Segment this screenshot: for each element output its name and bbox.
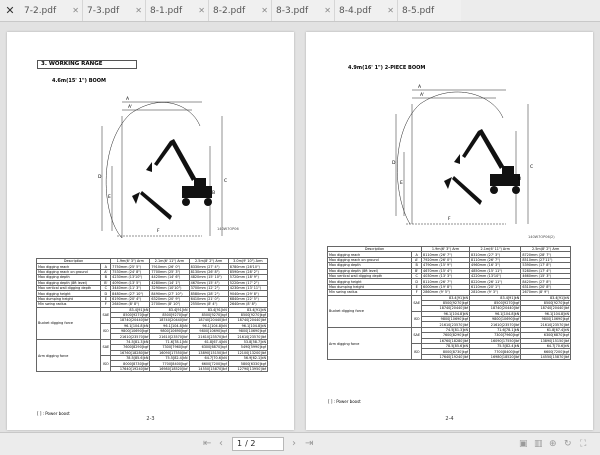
tab-label: 7-3.pdf <box>87 5 120 16</box>
row-letter: A <box>101 264 111 269</box>
table-row <box>37 280 268 285</box>
table-cell: 7300[7960]kgf <box>150 345 189 350</box>
svg-text:E: E <box>400 181 403 186</box>
table-cell: 6000mm (19' 8") <box>422 284 470 289</box>
page-number: 2-4 <box>445 416 454 422</box>
table-cell: 16090[17550]lbf <box>150 350 189 355</box>
standard-label: SAE <box>412 295 422 311</box>
power-boost-note: [ ] : Power boost <box>37 411 70 416</box>
document-viewer[interactable] <box>0 22 600 432</box>
spec-table <box>36 258 268 372</box>
table-cell: 16980[18520]lbf <box>470 354 521 359</box>
row-letter: A' <box>412 257 422 262</box>
fullscreen-icon[interactable]: ⛶ <box>580 439 587 449</box>
table-cell: 21610[23570]lbf <box>189 334 228 339</box>
table-cell: 4820mm (15' 10") <box>189 275 228 280</box>
force-label: Bucket digging force <box>328 295 412 327</box>
table-cell: 4280mm (14' 1") <box>150 280 189 285</box>
table-cell: 8500[9270]kgf <box>111 312 150 317</box>
table-cell: 8000[8730]kgf <box>422 349 470 354</box>
row-letter: D <box>101 291 111 296</box>
row-label: Max vertical wall digging depth <box>328 273 412 278</box>
table-cell: 4960mm (16' 3") <box>470 263 521 268</box>
table-row <box>37 269 268 274</box>
tab-close-icon[interactable]: ✕ <box>324 6 331 15</box>
standard-label: SAE <box>101 339 111 355</box>
table-cell: 4230mm (13'10") <box>111 275 150 280</box>
row-letter: A <box>412 252 422 257</box>
table-cell: 9800[10690]kgf <box>470 317 521 322</box>
table-cell: 6600[7200]kgf <box>521 349 571 354</box>
table-cell: 8500[9270]kgf <box>470 300 521 305</box>
row-label: Max dumping height <box>328 284 412 289</box>
tab-8-1[interactable] <box>146 0 209 21</box>
table-cell: 8510mm (27'11") <box>521 257 571 262</box>
row-label: Max vertical wall digging depth <box>37 285 101 290</box>
table-cell: 4230mm (13' 11") <box>228 285 267 290</box>
table-cell: 8330mm (27' 4") <box>189 264 228 269</box>
figure-code: 140W7OP06(2) <box>528 235 555 239</box>
svg-text:E: E <box>108 195 111 200</box>
table-cell: 2860mm (9' 5") <box>422 290 470 295</box>
table-cell: 16090[17550]lbf <box>470 338 521 343</box>
row-letter: D <box>412 279 422 284</box>
table-cell: 21610[23570]lbf <box>470 322 521 327</box>
table-cell: 8590mm (28' 2") <box>228 269 267 274</box>
row-label: Min swing radius <box>328 290 412 295</box>
row-label: Max digging height <box>37 291 101 296</box>
column-header: Description <box>37 259 111 264</box>
fit-page-icon[interactable]: ▣ <box>519 439 528 449</box>
force-label: Bucket digging force <box>37 307 101 339</box>
row-label: Max digging depth (8ft level) <box>328 268 412 273</box>
table-cell: 6600[7200]kgf <box>189 361 228 366</box>
table-cell: 9040mm (29' 8") <box>228 291 267 296</box>
table-cell: 9800[10690]kgf <box>111 329 150 334</box>
power-boost-note: [ ] : Power boost <box>328 399 361 404</box>
table-cell: 6190mm (20' 4") <box>111 296 150 301</box>
row-letter: E <box>412 284 422 289</box>
table-cell: 7750mm (25' 5") <box>111 264 150 269</box>
table-cell: 16760[18280]lbf <box>111 350 150 355</box>
row-label: Min swing radius <box>37 302 101 307</box>
table-cell: 3440mm (11' 3") <box>111 285 150 290</box>
table-cell: 8780mm (28'10") <box>228 264 267 269</box>
pdf-page-right <box>306 32 593 430</box>
table-cell: 2640mm (8' 8") <box>228 302 267 307</box>
row-letter: E <box>101 296 111 301</box>
svg-text:D: D <box>98 175 102 180</box>
tab-7-3[interactable] <box>83 0 146 21</box>
table-cell: 13890[15150]lbf <box>521 338 571 343</box>
table-cell: 8580mm (28' 2") <box>189 291 228 296</box>
table-cell: 4220mm (13'10") <box>470 273 521 278</box>
table-cell: 6300[6870]kgf <box>189 345 228 350</box>
column-header: 3.0m(9' 10") Arm <box>228 259 267 264</box>
row-letter: F <box>412 290 422 295</box>
table-cell: 7700[8400]kgf <box>470 349 521 354</box>
table-cell: 4420mm (14' 6") <box>150 275 189 280</box>
table-cell: 21610[23570]lbf <box>150 334 189 339</box>
table-cell: 9800[10690]kgf <box>150 329 189 334</box>
column-header: 1.9m(6' 3") Arm <box>422 247 470 252</box>
row-label: Max digging reach on ground <box>328 257 412 262</box>
table-cell: 7600[8290]kgf <box>422 333 470 338</box>
row-letter: C <box>101 285 111 290</box>
table-cell: 96.1[104.8]kN <box>189 323 228 328</box>
table-cell: 6320mm (20' 9") <box>150 296 189 301</box>
table-cell: 53.8[58.7]kN <box>228 339 267 344</box>
close-icon[interactable]: ✕ <box>5 4 15 17</box>
table-cell: 71.6[78.1]kN <box>470 327 521 332</box>
tab-close-icon[interactable]: ✕ <box>387 6 394 15</box>
row-label: Max digging height <box>328 279 412 284</box>
page-number-input[interactable] <box>232 437 284 451</box>
row-label: Max digging reach on ground <box>37 269 101 274</box>
standard-label: ISO <box>412 311 422 327</box>
row-label: Max digging reach <box>328 252 412 257</box>
tab-8-4[interactable] <box>335 0 398 21</box>
table-cell: 3290mm (10'10") <box>150 285 189 290</box>
svg-text:A': A' <box>128 105 133 110</box>
table-cell: 9800[10690]kgf <box>189 329 228 334</box>
boom-title: 4.6m(15' 1") BOOM <box>52 78 106 84</box>
row-letter: B' <box>101 280 111 285</box>
table-cell: 14550[15870]lbf <box>189 366 228 371</box>
table-cell: 78.5[85.6]kN <box>111 356 150 361</box>
row-label: Max digging depth (8ft level) <box>37 280 101 285</box>
table-cell: 96.1[104.8]kN <box>228 323 267 328</box>
tab-bar <box>0 0 600 22</box>
tab-8-3[interactable] <box>272 0 335 21</box>
table-cell: 96.1[104.8]kN <box>150 323 189 328</box>
table-cell: 4030mm (13' 3") <box>422 273 470 278</box>
table-cell: 8000[8730]kgf <box>111 361 150 366</box>
table-cell: 18740[20440]lbf <box>470 306 521 311</box>
rotate-icon[interactable]: ↻ <box>564 439 572 449</box>
row-letter: B' <box>412 268 422 273</box>
table-row <box>328 273 571 278</box>
table-cell: 9800[10690]kgf <box>228 329 267 334</box>
table-cell: 83.4[91]kN <box>150 307 189 312</box>
svg-text:A': A' <box>420 93 425 98</box>
table-cell: 83.4[91]kN <box>189 307 228 312</box>
table-cell: 3700mm (12' 2") <box>189 285 228 290</box>
figure-code: 140W7OP06 <box>217 227 239 231</box>
table-cell: 6310mm (20' 8") <box>521 284 571 289</box>
table-cell: 8720mm (28' 7") <box>521 252 571 257</box>
table-cell: 83.4[91]kN <box>422 295 470 300</box>
table-cell: 61.8[67.4]kN <box>521 327 571 332</box>
table-cell: 6110mm (20' 1") <box>470 284 521 289</box>
table-cell: 21610[23570]lbf <box>228 334 267 339</box>
page-navigation-toolbar <box>0 432 600 455</box>
svg-text:A: A <box>126 97 130 102</box>
table-row <box>37 296 268 301</box>
table-cell: 4660mm (15' 3") <box>521 273 571 278</box>
table-cell: 6300[6870]kgf <box>521 333 571 338</box>
table-row <box>328 284 571 289</box>
standard-label: ISO <box>101 356 111 372</box>
svg-text:D: D <box>392 161 396 166</box>
force-label: Arm digging force <box>37 339 101 371</box>
tab-close-icon[interactable]: ✕ <box>261 6 268 15</box>
table-cell: 7600[8290]kgf <box>111 345 150 350</box>
working-range-diagram <box>378 76 553 231</box>
table-cell: 21610[23570]lbf <box>422 322 470 327</box>
page-total: / 2 <box>245 439 256 448</box>
table-cell: 5720mm (18' 9") <box>228 275 267 280</box>
zoom-icon[interactable]: ⊕ <box>549 439 557 449</box>
table-cell: 17640[19240]lbf <box>111 366 150 371</box>
tab-label: 8-5.pdf <box>402 5 435 16</box>
table-cell: 6840mm (22' 5") <box>228 296 267 301</box>
two-page-icon[interactable]: ▥ <box>534 439 543 449</box>
table-cell: 8500[9270]kgf <box>422 300 470 305</box>
row-label: Max dumping height <box>37 296 101 301</box>
table-cell: 21610[23570]lbf <box>111 334 150 339</box>
table-cell: 12790[13950]lbf <box>228 366 267 371</box>
tab-8-2[interactable] <box>209 0 272 21</box>
prev-page-icon[interactable]: ‹ <box>219 438 223 449</box>
table-cell: 18740[20440]lbf <box>228 318 267 323</box>
tab-close-icon[interactable]: ✕ <box>198 6 205 15</box>
table-cell: 18740[20440]lbf <box>111 318 150 323</box>
tab-8-5[interactable] <box>398 0 461 21</box>
table-cell: 9800[10690]kgf <box>422 317 470 322</box>
table-row <box>37 285 268 290</box>
table-cell: 8110mm (26' 7") <box>470 257 521 262</box>
table-cell: 18740[20440]lbf <box>521 306 571 311</box>
table-cell: 83.4[91]kN <box>111 307 150 312</box>
column-header: 2.1m(6' 11") Arm <box>150 259 189 264</box>
row-letter: C <box>412 273 422 278</box>
tab-label: 8-1.pdf <box>150 5 183 16</box>
last-page-icon[interactable]: ⇥ <box>305 438 314 449</box>
column-header: 2.5m(8' 2") Arm <box>189 259 228 264</box>
page-number: 2-3 <box>146 416 155 422</box>
table-cell: 8500[9270]kgf <box>228 312 267 317</box>
tab-label: 7-2.pdf <box>24 5 57 16</box>
table-cell: 16760[18280]lbf <box>422 338 470 343</box>
table-cell: 74.5[81.3]kN <box>422 327 470 332</box>
row-label: Max digging depth <box>328 263 412 268</box>
table-cell: 74.5[81.3]kN <box>111 339 150 344</box>
svg-text:A: A <box>418 85 422 90</box>
table-cell: 8500[9270]kgf <box>189 312 228 317</box>
table-cell: 7920mm (26' 0") <box>422 257 470 262</box>
table-cell: 2700mm (8' 10") <box>150 302 189 307</box>
standard-label: SAE <box>101 307 111 323</box>
table-cell: 64.7[70.6]kN <box>189 356 228 361</box>
tab-close-icon[interactable]: ✕ <box>72 6 79 15</box>
table-cell: 8480mm (27' 10") <box>111 291 150 296</box>
table-cell: 71.6[78.1]kN <box>150 339 189 344</box>
table-cell: 8110mm (26' 7") <box>422 279 470 284</box>
svg-text:F: F <box>448 217 451 222</box>
spec-table <box>327 246 571 360</box>
row-label: Max digging reach <box>37 264 101 269</box>
column-header: 1.9m(6' 3") Arm <box>111 259 150 264</box>
next-page-icon[interactable]: › <box>292 438 296 449</box>
table-cell: 12100[13200]lbf <box>228 350 267 355</box>
table-cell: 96.1[104.8]kN <box>470 311 521 316</box>
current-page-value: 1 <box>237 439 243 448</box>
table-cell: 14550[15870]lbf <box>521 354 571 359</box>
standard-label: SAE <box>412 327 422 343</box>
table-cell: 8500[9270]kgf <box>150 312 189 317</box>
table-cell: 8310mm (27' 3") <box>470 252 521 257</box>
table-cell: 8130mm (26' 8") <box>189 269 228 274</box>
table-cell: 7530mm (24' 8") <box>111 269 150 274</box>
table-cell: 18740[20440]lbf <box>422 306 470 311</box>
table-cell: 78.5[85.6]kN <box>422 344 470 349</box>
table-cell: 96.1[104.8]kN <box>521 311 571 316</box>
table-row <box>328 257 571 262</box>
tab-close-icon[interactable]: ✕ <box>135 6 142 15</box>
table-cell: 96.1[104.8]kN <box>422 311 470 316</box>
table-cell: 13890[15150]lbf <box>189 350 228 355</box>
table-cell: 8110mm (26' 7") <box>422 252 470 257</box>
svg-text:B: B <box>212 191 216 196</box>
tab-label: 8-4.pdf <box>339 5 372 16</box>
table-cell: 7700[8400]kgf <box>150 361 189 366</box>
table-cell: 2640mm (8' 8") <box>111 302 150 307</box>
svg-text:B: B <box>518 177 522 182</box>
force-label: Arm digging force <box>328 327 412 359</box>
table-cell: 21610[23570]lbf <box>521 322 571 327</box>
row-letter: F <box>101 302 111 307</box>
table-cell: 83.4[91]kN <box>470 295 521 300</box>
standard-label: ISO <box>101 323 111 339</box>
table-cell: 64.7[70.6]kN <box>521 344 571 349</box>
table-cell: 4090mm (13' 5") <box>111 280 150 285</box>
table-cell: 8490mm (27' 10") <box>150 291 189 296</box>
table-cell: 56.9[62.1]kN <box>228 356 267 361</box>
row-letter: B <box>412 263 422 268</box>
section-title: 3. WORKING RANGE <box>37 60 137 69</box>
table-row <box>328 268 571 273</box>
table-cell: 75.5[82.4]kN <box>150 356 189 361</box>
table-cell: 7700mm (25' 3") <box>150 269 189 274</box>
row-letter: B <box>101 275 111 280</box>
column-header: Description <box>328 247 422 252</box>
row-label: Max digging depth <box>37 275 101 280</box>
tab-label: 8-2.pdf <box>213 5 246 16</box>
row-letter: A' <box>101 269 111 274</box>
table-cell: 18740[20440]lbf <box>189 318 228 323</box>
table-cell: 6410mm (21' 0") <box>189 296 228 301</box>
table-cell: 8420mm (27' 8") <box>521 279 571 284</box>
table-cell: 5390mm (17' 8") <box>521 263 571 268</box>
table-cell: 17640[19240]lbf <box>422 354 470 359</box>
table-cell: 4850mm (15' 11") <box>470 268 521 273</box>
table-cell: 96.1[104.8]kN <box>111 323 150 328</box>
table-cell: 83.4[91]kN <box>521 295 571 300</box>
standard-label: ISO <box>412 344 422 360</box>
table-cell: 4790mm (15' 9") <box>422 263 470 268</box>
working-range-diagram <box>82 86 252 246</box>
table-cell: 5280mm (17' 4") <box>521 268 571 273</box>
boom-title: 4.9m(16' 1") 2-PIECE BOOM <box>348 65 426 71</box>
table-cell: 2670mm (8' 9") <box>521 290 571 295</box>
table-cell: 75.5[82.4]kN <box>470 344 521 349</box>
pdf-page-left <box>7 32 294 430</box>
table-cell: 7910mm (26' 0") <box>150 264 189 269</box>
table-cell: 83.4[91]kN <box>228 307 267 312</box>
svg-text:C: C <box>530 165 534 170</box>
column-header: 2.1m(6' 11") Arm <box>470 247 521 252</box>
table-cell: 2550mm (8' 4") <box>189 302 228 307</box>
svg-text:C: C <box>224 179 228 184</box>
table-cell: 5800[6330]kgf <box>228 361 267 366</box>
column-header: 2.5m(8' 2") Arm <box>521 247 571 252</box>
table-cell: 4670mm (15' 4") <box>189 280 228 285</box>
table-cell: 8500[9270]kgf <box>521 300 571 305</box>
table-cell: 7300[7960]kgf <box>470 333 521 338</box>
tab-7-2[interactable] <box>20 0 83 21</box>
table-cell: 4670mm (15' 4") <box>422 268 470 273</box>
table-cell: 18740[20440]lbf <box>150 318 189 323</box>
svg-text:F: F <box>157 229 160 234</box>
table-cell: 5490[5990]kgf <box>228 345 267 350</box>
table-cell: 9800[10690]kgf <box>521 317 571 322</box>
first-page-icon[interactable]: ⇤ <box>203 438 212 449</box>
table-cell: 5220mm (17' 2") <box>228 280 267 285</box>
table-cell: 16980[18520]lbf <box>150 366 189 371</box>
table-cell: 61.8[67.4]kN <box>189 339 228 344</box>
table-cell: 2810mm (9' 3") <box>470 290 521 295</box>
tab-label: 8-3.pdf <box>276 5 309 16</box>
table-cell: 8220mm (26' 11") <box>470 279 521 284</box>
